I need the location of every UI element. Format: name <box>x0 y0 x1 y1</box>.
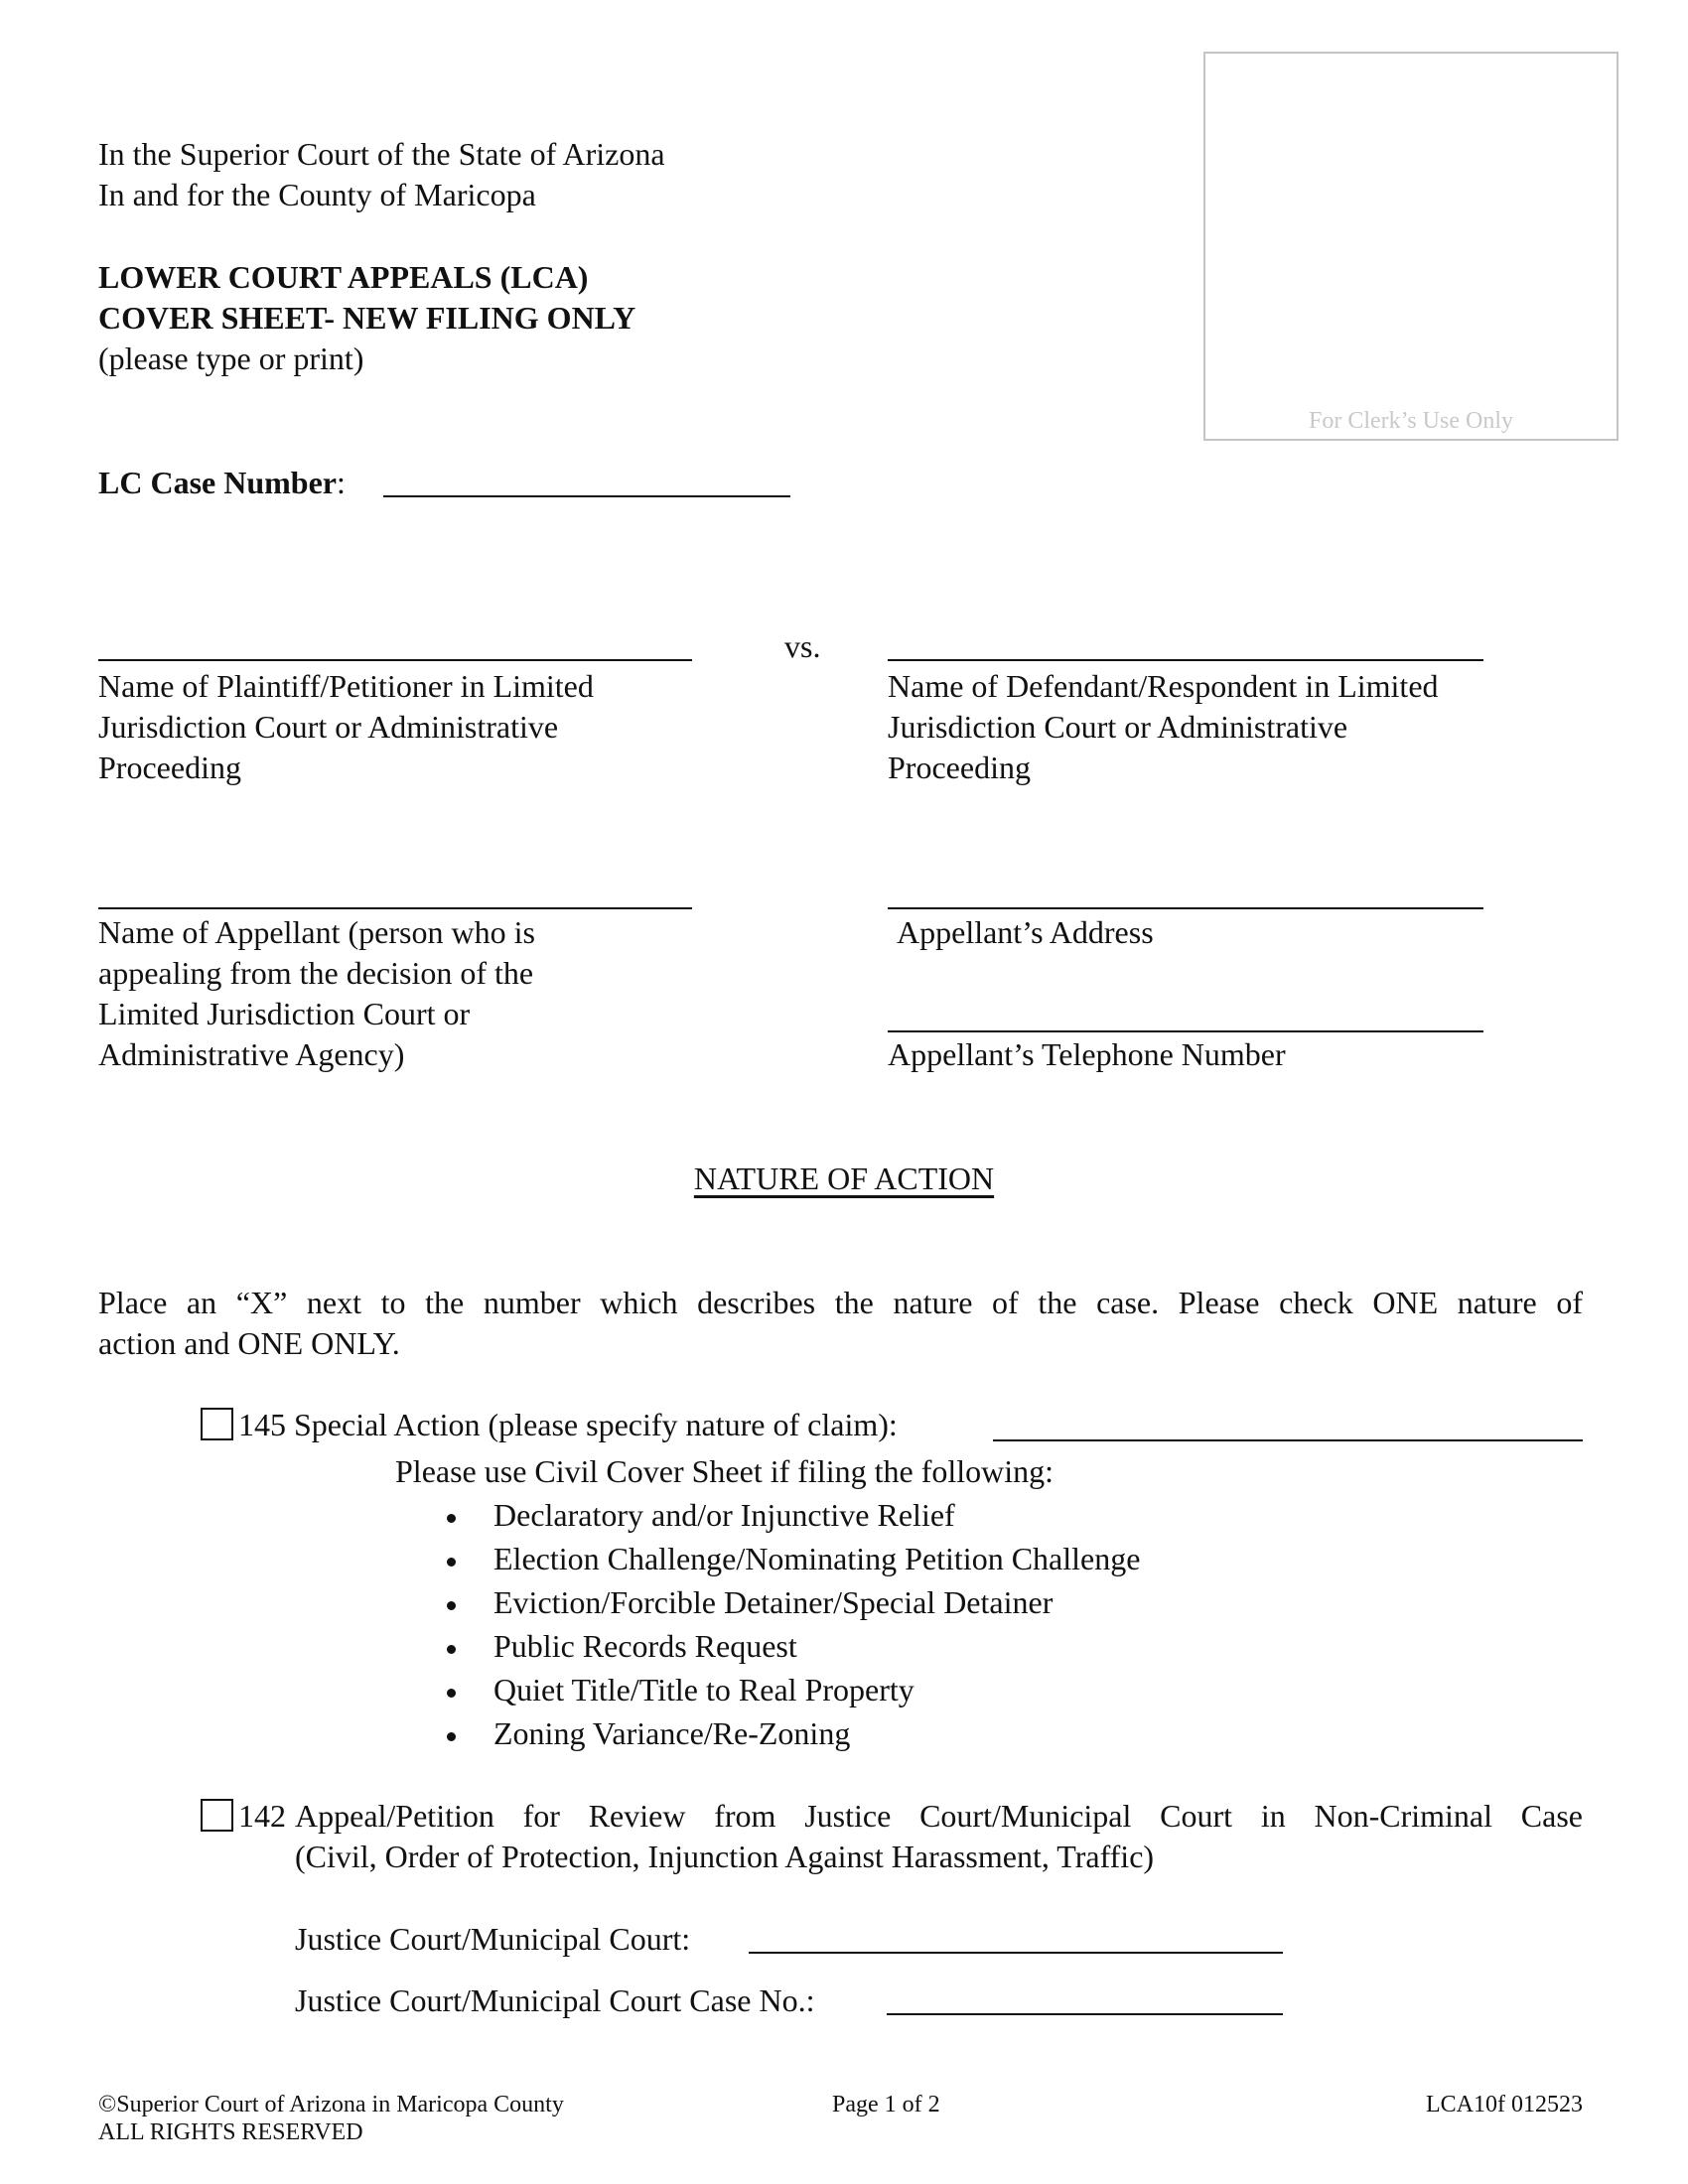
court-name-line2: In and for the County of Maricopa <box>98 177 536 212</box>
appellant-address-label: Appellant’s Address <box>897 914 1154 950</box>
civil-cover-sheet-note: Please use Civil Cover Sheet if filing the following: <box>395 1453 1055 1489</box>
bullet-item: Eviction/Forcible Detainer/Special Detainer <box>493 1584 1054 1620</box>
justice-court-case-no-field[interactable] <box>887 1979 1283 2013</box>
bullet-item: Declaratory and/or Injunctive Relief <box>493 1497 955 1533</box>
nature-instruction-line1: Place an “X” next to the number which describes the nature of the case. Please check ONE nature of <box>98 1285 1583 1320</box>
bullet-icon <box>447 1645 456 1654</box>
justice-court-field[interactable] <box>749 1918 1283 1952</box>
checkbox-145[interactable] <box>201 1408 233 1440</box>
appellant-name-line <box>98 907 692 909</box>
appellant-address-field[interactable] <box>888 874 1483 907</box>
justice-court-case-no-label: Justice Court/Municipal Court Case No.: <box>295 1982 815 2018</box>
lc-case-number-field[interactable] <box>383 463 790 496</box>
defendant-label-line3: Proceeding <box>888 750 1031 785</box>
option-142-number: 142 <box>238 1798 286 1834</box>
bullet-item: Public Records Request <box>493 1628 797 1664</box>
option-145-label: 145 Special Action (please specify nature of claim): <box>238 1407 898 1442</box>
appellant-label-line3: Limited Jurisdiction Court or <box>98 996 471 1031</box>
court-name-line1: In the Superior Court of the State of Arizona <box>98 136 665 172</box>
justice-court-line <box>749 1952 1283 1954</box>
bullet-icon <box>447 1732 456 1741</box>
clerk-use-label: For Clerk’s Use Only <box>1309 408 1513 434</box>
footer-form-id: LCA10f 012523 <box>1426 2092 1583 2117</box>
justice-court-case-no-line <box>887 2013 1283 2015</box>
special-action-claim-line <box>993 1439 1583 1441</box>
footer-page-number: Page 1 of 2 <box>832 2092 940 2117</box>
defendant-name-field[interactable] <box>888 625 1483 659</box>
bullet-icon <box>447 1514 456 1523</box>
plaintiff-label-line2: Jurisdiction Court or Administrative <box>98 709 559 745</box>
checkbox-142[interactable] <box>201 1799 233 1832</box>
plaintiff-name-field[interactable] <box>98 625 692 659</box>
appellant-label-line1: Name of Appellant (person who is <box>98 914 535 950</box>
bullet-item: Election Challenge/Nominating Petition Challenge <box>493 1541 1141 1576</box>
appellant-label-line2: appealing from the decision of the <box>98 955 534 991</box>
appellant-address-line <box>888 907 1483 909</box>
defendant-label-line1: Name of Defendant/Respondent in Limited <box>888 668 1439 704</box>
bullet-item: Zoning Variance/Re-Zoning <box>493 1715 851 1751</box>
clerk-use-box <box>1203 52 1618 441</box>
form-title-line1: LOWER COURT APPEALS (LCA) <box>98 259 589 295</box>
plaintiff-name-line <box>98 659 692 661</box>
appellant-telephone-line <box>888 1030 1483 1032</box>
form-title-line2: COVER SHEET- NEW FILING ONLY <box>98 300 636 336</box>
bullet-icon <box>447 1558 456 1567</box>
defendant-name-line <box>888 659 1483 661</box>
option-142-label-line1: Appeal/Petition for Review from Justice Court/Municipal Court in Non-Criminal Case <box>295 1798 1583 1834</box>
bullet-item: Quiet Title/Title to Real Property <box>493 1672 914 1707</box>
defendant-label-line2: Jurisdiction Court or Administrative <box>888 709 1348 745</box>
nature-of-action-heading: NATURE OF ACTION <box>693 1160 995 1196</box>
justice-court-label: Justice Court/Municipal Court: <box>295 1921 691 1957</box>
bullet-icon <box>447 1689 456 1698</box>
bullet-icon <box>447 1601 456 1610</box>
appellant-name-field[interactable] <box>98 874 692 907</box>
footer-rights: ALL RIGHTS RESERVED <box>98 2119 363 2145</box>
lc-case-number-label: LC Case Number: <box>98 465 346 500</box>
appellant-telephone-field[interactable] <box>888 997 1483 1030</box>
special-action-claim-field[interactable] <box>993 1406 1583 1439</box>
form-instruction: (please type or print) <box>98 341 364 376</box>
nature-instruction-line2: action and ONE ONLY. <box>98 1325 400 1361</box>
plaintiff-label-line3: Proceeding <box>98 750 241 785</box>
appellant-label-line4: Administrative Agency) <box>98 1036 405 1072</box>
plaintiff-label-line1: Name of Plaintiff/Petitioner in Limited <box>98 668 594 704</box>
footer-copyright: ©Superior Court of Arizona in Maricopa County <box>98 2092 564 2117</box>
appellant-telephone-label: Appellant’s Telephone Number <box>888 1036 1286 1072</box>
option-142-label-line2: (Civil, Order of Protection, Injunction Against Harassment, Traffic) <box>295 1839 1155 1874</box>
versus-label: vs. <box>784 628 821 664</box>
